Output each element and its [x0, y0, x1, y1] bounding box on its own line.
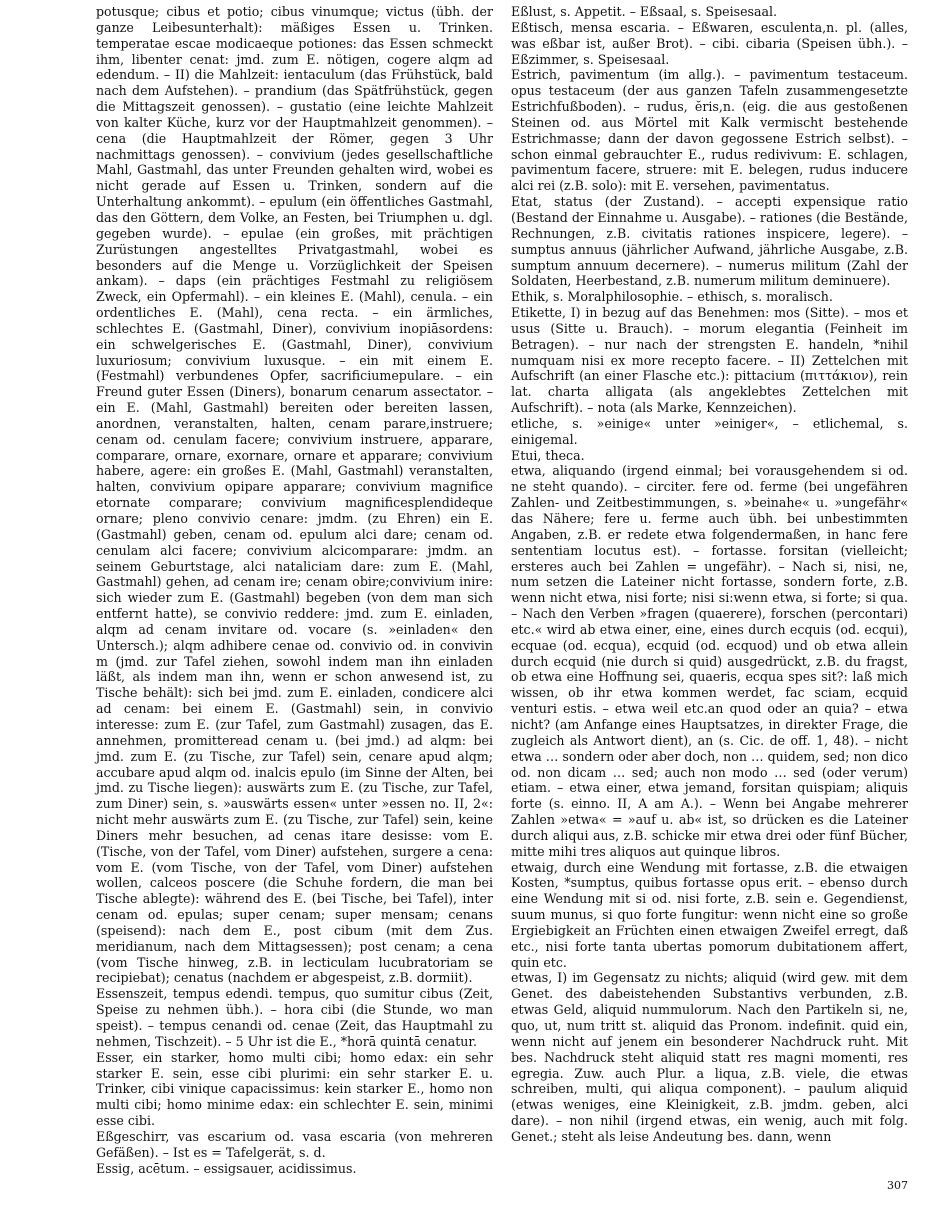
entry-essig: Essig, acētum. – essigsauer, acidissimus. — [96, 1160, 357, 1176]
page-number: 307 — [887, 1179, 908, 1192]
entry-etwa: etwa, aliquando (irgend einmal; bei vorausgehendem si od. ne steht quando). – circiter. fere od. ferme (bei ungefähren Zahlen- und Zeitbestimmungen, s. »beinahe« u. »ungefähr« das Nähere; fere u. ferme auch übh. bei unbestimmten Angaben, z.B. er redete etwa folgendermaßen, in hanc fere sententiam locutus est). – fortasse. forsitan (vielleicht; ersteres auch bei Zahlen = ungefähr). – Nach si, nisi, ne, num setzen die Lateiner nicht fortasse, sondern forte, z.B. wenn nicht etwa, nisi forte; nisi si:wenn etwa, si forte; si qua. – Nach den Verben »fragen (quaerere), forschen (percontari) etc.« wird ab etwa einer, eine, eines durch ecquis (od. ecqui), ecquae (od. ecqua), ecquid (od. ecquod) und ob etwa allein durch ecquid (nie durch si quid) ausgedrückt, z.B. du fragst, ob etwa eine Hoffnung sei, quaeris, ecqua spes sit?: laß mich wissen, ob ihr etwa kommen werdet, fac sciam, ecquid venturi estis. – etwa weil etc.an quod oder an quia? – etwa nicht? (am Anfange eines Hauptsatzes, in direkter Frage, die zugleich als Antwort dient), an (s. Cic. de off. 1, 48). – nicht etwa … sondern oder aber doch, non … quidem, sed; non dico od. non dicam … sed; auch non modo … sed (oder verum) etiam. – etwa einer, etwa jemand, forsitan quispiam; aliquis forte (s. einno. II, A am A.). – Wenn bei Angabe mehrerer Zahlen »etwa« = »auf u. ab« ist, so drücken es die Lateiner durch aliqui aus, z.B. schicke mir etwa drei oder fünf Bücher, mitte mihi tres aliquos aut quinque libros. — [511, 463, 909, 859]
entry-essenszeit: Essenszeit, tempus edendi. tempus, quo sumitur cibus (Zeit, Speise zu nehmen übh.). – hora cibi (die Stunde, wo man speist). – tempus cenandi od. cenae (Zeit, das Hauptmahl zu nehmen, Tischzeit). – 5 Uhr ist die E., *horā quintā cenatur. — [96, 986, 493, 1049]
entry-esslust: Eßlust, s. Appetit. – Eßsaal, s. Speisesaal. — [511, 4, 778, 19]
entry-etat: Etat, status (der Zustand). – accepti expensique ratio (Bestand der Einnahme u. Ausgabe). – rationes (die Bestände, Rechnungen, z.B. civitatis rationes inspicere, legere). – sumptus annuus (jährlicher Aufwand, jährliche Ausgabe, z.B. sumptum annuum decernere). – numerus militum (Zahl der Soldaten, Heerbestand, z.B. numerum militum deminuere). — [511, 194, 908, 289]
right-column — [511, 4, 908, 1164]
dictionary-page — [96, 4, 909, 1176]
entry-esstisch: Eßtisch, mensa escaria. – Eßwaren, esculenta,n. pl. (alles, was eßbar ist, außer Brot). – cibi. cibaria (Speisen übh.). – Eßzimmer, s. Speisesaal. — [511, 19, 908, 67]
entry-etui: Etui, theca. — [511, 447, 585, 463]
entry-ethik: Ethik, s. Moralphilosophie. – ethisch, s. moralisch. — [511, 289, 833, 305]
entry-etikette: Etikette, I) in bezug auf das Benehmen: mos (Sitte). – mos et usus (Sitte u. Brauch). – morum elegantia (Feinheit im Betragen). – nur nach der strengsten E. handeln, *nihil numquam nisi ex more recepto facere. – II) Zettelchen mit Aufschrift (an einer Flasche etc.): pittacium (πιττάκιον), rein lat. charta alligata (als angeklebtes Zettelchen mit Aufschrift). – nota (als Marke, Kennzeichen). — [511, 305, 908, 416]
entry-etwas: etwas, I) im Gegensatz zu nichts; aliquid (wird gew. mit dem Genet. des dabeistehenden Substantivs verbunden, z.B. etwas Geld, aliquid nummulorum. Nach den Partikeln si, ne, quo, ut, num tritt st. aliquid das Pronom. indefinit. quid ein, wenn nicht auf jenem ein besonderer Nachdruck ruht. Mit bes. Nachdruck steht aliquid statt res magni momenti, res egregia. Zuw. auch Plur. a liqua, z.B. viele, die etwas schreiben, multi, qui aliqua component). – paulum aliquid (etwas weniges, eine Kleinigkeit, z.B. jmdm. geben, alci dare). – non nihil (irgend etwas, ein wenig, auch mit folg. Genet.; steht als leise Andeutung bes. dann, wenn — [511, 970, 908, 1144]
entry-esser: Esser, ein starker, homo multi cibi; homo edax: ein sehr starker E. sein, esse cibi plurimi: ein sehr starker E. u. Trinker, cibi vinique capacissimus: kein starker E., homo non multi cibi; homo minime edax: ein schlechter E. sein, minimi esse cibi. — [96, 1049, 493, 1129]
entry-essen-continued: potusque; cibus et potio; cibus vinumque; victus (übh. der ganze Leibesunterhalt): mäßiges Essen u. Trinken. temperatae escae modicaeque potiones: das Essen schmeckt ihm, libenter cenat: jmd. zum E. nötigen, cogere alqm ad edendum. – II) die Mahlzeit: ientaculum (das Frühstück, bald nach dem Aufstehen). – prandium (das Spätfrühstück, gegen die Mittagszeit genossen). – gustatio (eine leichte Mahlzeit von kalter Küche, kurz vor der Hauptmahlzeit genommen). – cena (die Hauptmahlzeit der Römer, gegen 3 Uhr nachmittags genossen). – convivium (jedes gesellschaftliche Mahl, Gastmahl, das unter Freunden gehalten wird, wobei es nicht gerade auf Essen u. Trinken, sondern auf die Unterhaltung ankommt). – epulum (ein öffentliches Gastmahl, das den Göttern, dem Volke, an Festen, bei Triumphen u. dgl. gegeben wurde). – epulae (ein großes, mit prächtigen Zurüstungen angestelltes Privatgastmahl, wobei es besonders auf die Menge u. Vorzüglichkeit der Speisen ankam). – daps (ein prächtiges Festmahl zu religiösem Zweck, ein Opfermahl). – ein kleines E. (Mahl), cenula. – ein ordentliches E. (Mahl), cena recta. – ein ärmliches, schlechtes E. (Gastmahl, Diner), convivium inopiāsordens: ein schwelgerisches E. (Gastmahl, Diner), convivium luxuriosum; convivium luxusque. – ein mit einem E. (Festmahl) verbundenes Opfer, sacrificiumepulare. – ein Freund guter Essen (Diners), bonarum cenarum assectator. – ein E. (Mahl, Gastmahl) bereiten oder bereiten lassen, anordnen, veranstalten, halten, cenam parare,instruere; cenam od. cenulam facere; convivium instruere, apparare, comparare, ornare, exornare, ornare et apparare; convivium habere, agere: ein großes E. (Mahl, Gastmahl) veranstalten, halten, convivium opipare apparare; convivium magnifice etornate comparare; convivium magnificesplendideque ornare; pleno convivio cenare: jmdm. (zu Ehren) ein E. (Gastmahl) geben, cenam od. epulum alci dare; cenam od. cenulam alci facere; convivium alcicomparare: jmdm. an seinem Geburtstage, alci nataliciam dare: zum E. (Mahl, Gastmahl) gehen, ad cenam ire; cenam obire;convivium inire: sich wieder zum E. (Gastmahl) begeben (von dem man sich entfernt hatte), se convivio reddere: jmd. zum E. einladen, alqm ad cenam invitare od. vocare (s. »einladen« den Untersch.); alqm adhibere cenae od. convivio od. in convivin m (jmd. zur Tafel ziehen, sowohl indem man ihn einladen läßt, als indem man ihn, wenn er schon anwesend ist, zu Tische behält): sich bei jmd. zum E. einladen, condicere alci ad cenam: bei einem E. (Gastmahl) sein, in convivio interesse: zum E. (zur Tafel, zum Gastmahl) zusagen, das E. annehmen, promitteread cenam u. (bei jmd.) ad alqm: bei jmd. zum E. (zu Tische, zur Tafel) sein, cenare apud alqm; accubare apud alqm od. inalcis epulo (im Sinne der Alten, bei jmd. zu Tische liegen): auswärts zum E. (zu Tische, zur Tafel, zum Diner) sein, s. »auswärts essen« unter »essen no. II, 2«: nicht mehr auswärts zum E. (zu Tische, zur Tafel) sein, keine Diners mehr besuchen, ad cenas itare desisse: vom E. (Tische, von der Tafel, vom Diner) aufstehen, surgere a cena: vom E. (vom Tische, von der Tafel, vom Diner) aufstehen wollen, calceos poscere (die Schuhe fordern, die man bei Tische ablegte): während des E. (bei Tische, bei Tafel), inter cenam od. epulas; super cenam; super mensam; cenans (speisend): nach dem E., post cibum (mit dem Zus. meridianum, nach dem Mittagsessen); post cenam; a cena (vom Tische hinweg, z.B. in lecticulam lucubratoriam se recipiebat); cenatus (nachdem er abgespeist, z.B. dormiit). — [96, 4, 493, 986]
entry-etwaig: etwaig, durch eine Wendung mit fortasse, z.B. die etwaigen Kosten, *sumptus, quibus fortasse opus erit. – ebenso durch eine Wendung mit si od. nisi forte, z.B. sein e. Gegendienst, suum munus, si quo forte fungitur: wenn nicht eine so große Ergiebigkeit an Früchten einen etwaigen Zweifel erregt, daß etc., nisi forte tanta ubertas pomorum dubitationem affert, quin etc. — [511, 859, 908, 970]
left-column — [96, 4, 493, 1176]
entry-etliche: etliche, s. »einige« unter »einiger«, – etlichemal, s. einigemal. — [511, 415, 908, 447]
entry-essgeschirr: Eßgeschirr, vas escarium od. vasa escaria (von mehreren Gefäßen). – Ist es = Tafelgerät, s. d. — [96, 1128, 493, 1160]
entry-estrich: Estrich, pavimentum (im allg.). – pavimentum testaceum. opus testaceum (der aus ganzen Tafeln zusammengesetzte Estrichfußboden). – rudus, ĕris,n. (eig. die aus gestoßenen Steinen od. aus Mörtel mit Kalk vermischt bestehende Estrichmasse; dann der davon gegossene Estrich selbst). – schon einmal gebrauchter E., rudus redivivum: E. schlagen, pavimentum facere, struere: mit E. belegen, rudus inducere alci rei (z.B. solo): mit E. versehen, pavimentatus. — [511, 67, 908, 194]
